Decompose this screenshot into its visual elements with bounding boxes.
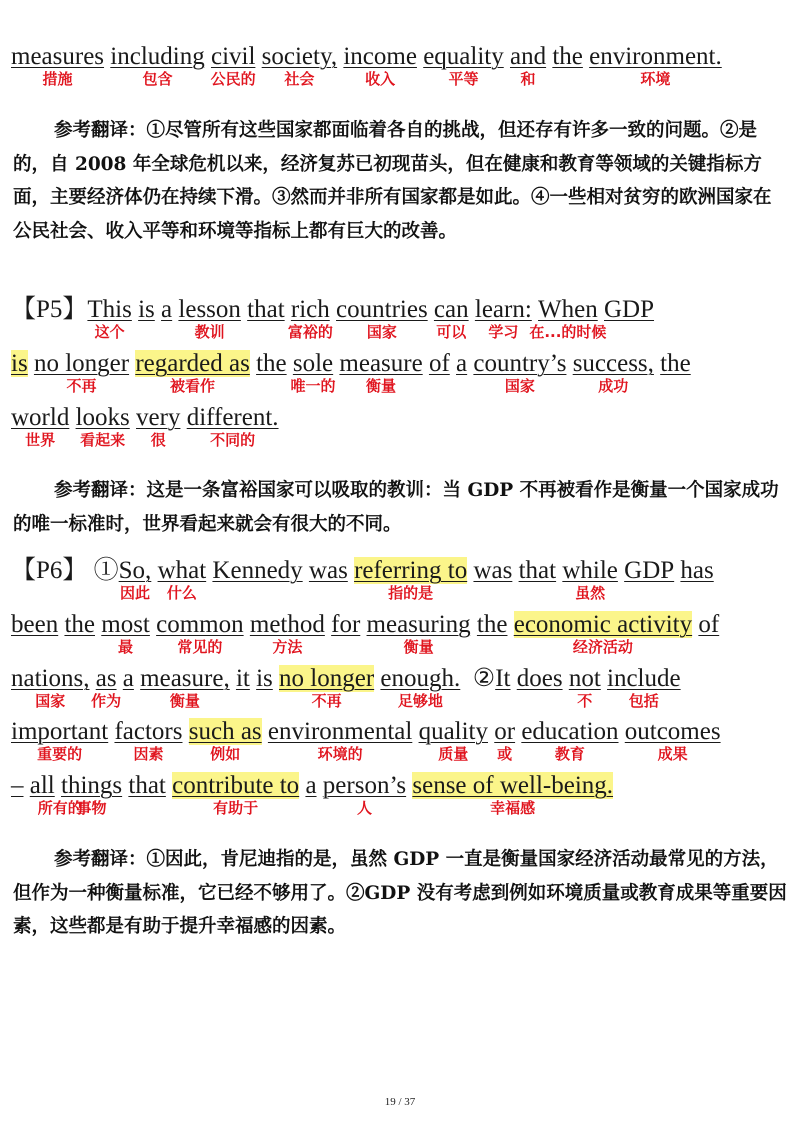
word-text: contribute to xyxy=(172,772,300,799)
english-word xyxy=(186,403,279,449)
english-line xyxy=(11,771,614,817)
page-number: 19 / 37 xyxy=(384,1096,416,1108)
chinese-gloss: 社会 xyxy=(284,70,315,88)
chinese-gloss: 例如 xyxy=(210,745,241,763)
english-word xyxy=(110,42,205,88)
english-word xyxy=(114,717,183,763)
word-text: outcomes xyxy=(624,718,721,745)
word-text: lesson xyxy=(178,296,241,323)
english-word xyxy=(261,42,338,88)
word-text: measure, xyxy=(140,665,230,692)
word-text: it xyxy=(235,665,250,692)
english-line xyxy=(11,349,691,395)
word-text: has xyxy=(680,557,714,584)
english-word xyxy=(101,610,150,656)
chinese-gloss: 成果 xyxy=(657,745,688,763)
chinese-gloss: 很 xyxy=(150,431,166,449)
english-word xyxy=(136,403,181,449)
chinese-gloss: 国家 xyxy=(35,692,66,710)
english-word xyxy=(474,295,532,341)
english-word xyxy=(322,771,407,817)
chinese-gloss: 作为 xyxy=(91,692,122,710)
word-text: a xyxy=(161,296,173,323)
chinese-gloss: 教育 xyxy=(554,745,585,763)
english-word xyxy=(660,349,691,379)
translation-label: 参考翻译： xyxy=(54,120,147,141)
word-text: such as xyxy=(188,718,262,745)
english-word xyxy=(429,349,450,379)
word-text: sole xyxy=(292,350,334,377)
english-word xyxy=(210,42,256,88)
word-text: that xyxy=(128,772,166,799)
word-text: or xyxy=(494,718,516,745)
english-word xyxy=(128,771,166,801)
highlighted-phrase xyxy=(354,556,468,602)
english-word xyxy=(423,42,504,88)
word-text: referring to xyxy=(354,557,468,584)
word-text: countries xyxy=(336,296,428,323)
word-text: environmental xyxy=(267,718,413,745)
word-text: income xyxy=(343,43,417,70)
word-text: world xyxy=(11,404,70,431)
word-text: enough. xyxy=(380,665,461,692)
word-text: of xyxy=(698,611,720,638)
chinese-gloss: 不 xyxy=(577,692,593,710)
word-text: not xyxy=(568,665,601,692)
word-text: the xyxy=(660,350,691,377)
word-text: the xyxy=(64,611,95,638)
word-text: country’s xyxy=(473,350,567,377)
word-text: common xyxy=(156,611,244,638)
chinese-gloss: 不再 xyxy=(311,692,342,710)
word-text: – xyxy=(11,772,24,799)
chinese-gloss: 被看作 xyxy=(170,377,216,395)
english-word xyxy=(331,610,360,640)
chinese-gloss: 指的是 xyxy=(388,584,434,602)
translation-label: 参考翻译： xyxy=(54,480,147,501)
chinese-gloss: 衡量 xyxy=(366,377,397,395)
english-word xyxy=(33,349,130,395)
english-word xyxy=(91,664,122,710)
word-text: include xyxy=(607,665,681,692)
english-line xyxy=(11,610,720,656)
english-word xyxy=(157,556,207,602)
english-word xyxy=(336,295,428,341)
word-text: method xyxy=(249,611,325,638)
english-word xyxy=(267,717,413,763)
word-text: all xyxy=(29,772,55,799)
english-word xyxy=(138,295,155,325)
chinese-gloss: 幸福感 xyxy=(490,799,536,817)
english-word xyxy=(64,610,95,640)
word-text: quality xyxy=(418,718,488,745)
word-text: while xyxy=(562,557,618,584)
english-word xyxy=(494,717,516,763)
english-word xyxy=(290,349,336,395)
highlighted-phrase xyxy=(188,717,262,763)
word-text: When xyxy=(538,296,598,323)
word-text: economic activity xyxy=(513,611,693,638)
word-text: the xyxy=(256,350,287,377)
english-line xyxy=(11,403,279,449)
chinese-gloss: 不同的 xyxy=(210,431,256,449)
english-word xyxy=(11,403,70,449)
english-word xyxy=(11,717,109,763)
chinese-gloss: 成功 xyxy=(598,377,629,395)
word-text: is xyxy=(138,296,155,323)
chinese-gloss: 可以 xyxy=(436,323,467,341)
chinese-gloss: 衡量 xyxy=(403,638,434,656)
highlighted-phrase xyxy=(11,349,28,379)
chinese-gloss: 常见的 xyxy=(177,638,223,656)
english-word xyxy=(305,771,316,801)
english-word xyxy=(473,556,512,586)
chinese-gloss: 在...的时候 xyxy=(529,323,607,341)
english-word xyxy=(339,349,423,395)
chinese-gloss: 教训 xyxy=(194,323,225,341)
word-text: learn: xyxy=(474,296,532,323)
word-text: as xyxy=(95,665,117,692)
word-text: no longer xyxy=(279,665,375,692)
chinese-gloss: 国家 xyxy=(504,377,535,395)
chinese-gloss: 质量 xyxy=(438,745,469,763)
chinese-gloss: 环境的 xyxy=(317,745,363,763)
english-word xyxy=(118,556,152,602)
text-fragment: 【P6】 ① xyxy=(11,557,119,584)
word-text: This xyxy=(87,296,132,323)
word-text: measuring xyxy=(366,611,471,638)
word-text: that xyxy=(518,557,557,584)
english-word xyxy=(236,664,250,694)
word-text: sense of well-being. xyxy=(412,772,614,799)
english-word xyxy=(11,771,24,801)
word-text: nations, xyxy=(11,665,90,692)
word-text: a xyxy=(122,665,134,692)
english-word xyxy=(456,349,467,379)
word-text: important xyxy=(11,718,109,745)
word-text: factors xyxy=(114,718,183,745)
english-word xyxy=(212,556,302,586)
english-word xyxy=(156,610,244,656)
chinese-gloss: 和 xyxy=(520,70,536,88)
highlighted-phrase xyxy=(172,771,300,817)
english-word xyxy=(256,349,287,379)
word-text: the xyxy=(476,611,508,638)
chinese-gloss: 公民的 xyxy=(210,70,256,88)
word-text: is xyxy=(11,350,28,377)
english-word xyxy=(624,717,721,763)
chinese-gloss: 包括 xyxy=(628,692,659,710)
word-text: most xyxy=(101,611,150,638)
highlighted-phrase xyxy=(513,610,693,656)
english-word xyxy=(61,771,123,817)
chinese-gloss: 世界 xyxy=(25,431,56,449)
english-word xyxy=(87,295,132,341)
translation-p6: 参考翻译：①因此，肯尼迪指的是，虽然 GDP 一直是衡量国家经济活动最常见的方法，但作为一种衡量标准，它已经不够用了。②GDP 没有考虑到例如环境质量或教育成果等重要因素，这些都是有助于提升幸福感的因素。 xyxy=(13,849,787,937)
english-word xyxy=(552,42,583,72)
english-word xyxy=(680,556,713,586)
translation-label: 参考翻译： xyxy=(54,849,147,870)
chinese-gloss: 虽然 xyxy=(575,584,606,602)
english-word xyxy=(287,295,333,341)
english-word xyxy=(572,349,654,395)
word-text: Kennedy xyxy=(212,557,303,584)
english-word xyxy=(247,295,285,325)
english-word xyxy=(140,664,230,710)
english-word xyxy=(698,610,719,640)
word-text: is xyxy=(256,665,273,692)
chinese-gloss: 人 xyxy=(356,799,372,817)
english-word xyxy=(607,664,681,710)
english-word xyxy=(11,42,105,88)
word-text: education xyxy=(521,718,619,745)
chinese-gloss: 重要的 xyxy=(37,745,83,763)
english-word xyxy=(509,42,547,88)
chinese-gloss: 不再 xyxy=(66,377,97,395)
english-word xyxy=(568,664,601,710)
english-word xyxy=(529,295,607,341)
english-line xyxy=(11,664,681,710)
english-word xyxy=(380,664,461,710)
english-word xyxy=(309,556,348,586)
chinese-gloss: 衡量 xyxy=(169,692,200,710)
english-word xyxy=(519,556,557,586)
english-word xyxy=(477,610,508,640)
english-word xyxy=(178,295,241,341)
chinese-gloss: 国家 xyxy=(366,323,397,341)
english-line xyxy=(11,556,714,602)
english-word xyxy=(256,664,273,694)
english-word xyxy=(604,295,654,325)
english-word xyxy=(343,42,417,88)
translation-p5: 参考翻译：这是一条富裕国家可以吸取的教训：当 GDP 不再被看作是衡量一个国家成功的唯一标准时，世界看起来就会有很大的不同。 xyxy=(13,480,779,535)
english-word xyxy=(11,610,58,640)
english-word xyxy=(495,664,510,694)
chinese-gloss: 足够地 xyxy=(397,692,443,710)
english-word xyxy=(589,42,722,88)
text-fragment: ② xyxy=(460,665,496,692)
word-text: for xyxy=(331,611,361,638)
chinese-gloss: 包含 xyxy=(142,70,173,88)
word-text: a xyxy=(305,772,317,799)
chinese-gloss: 有助于 xyxy=(213,799,259,817)
word-text: was xyxy=(308,557,348,584)
word-text: what xyxy=(157,557,207,584)
word-text: rich xyxy=(290,296,330,323)
chinese-gloss: 唯一的 xyxy=(290,377,336,395)
chinese-gloss: 富裕的 xyxy=(287,323,333,341)
word-text: can xyxy=(433,296,469,323)
english-word xyxy=(473,349,567,395)
word-text: no longer xyxy=(33,350,130,377)
translation-p4: 参考翻译：①尽管所有这些国家都面临着各自的挑战，但还存有许多一致的问题。②是的，自 2008 年全球危机以来，经济复苏已初现苗头，但在健康和教育等领域的关键指标方面，主要经济体仍在持续下滑。③然而并非所有国家都是如此。④一些相对贫穷的欧洲国家在公民社会、收入平等和环境等指标上都有巨大的改善。 xyxy=(13,120,772,242)
word-text: including xyxy=(110,43,205,70)
highlighted-phrase xyxy=(412,771,614,817)
chinese-gloss: 因此 xyxy=(119,584,150,602)
english-word xyxy=(624,556,674,586)
word-text: different. xyxy=(186,404,279,431)
word-text: environment. xyxy=(589,43,722,70)
word-text: measures xyxy=(11,43,105,70)
chinese-gloss: 这个 xyxy=(94,323,125,341)
word-text: and xyxy=(509,43,547,70)
english-word xyxy=(123,664,134,694)
word-text: a xyxy=(456,350,468,377)
english-line xyxy=(11,42,722,88)
chinese-gloss: 什么 xyxy=(166,584,197,602)
word-text: GDP xyxy=(624,557,675,584)
word-text: civil xyxy=(210,43,256,70)
english-line xyxy=(11,295,655,341)
english-word xyxy=(366,610,471,656)
word-text: very xyxy=(136,404,181,431)
word-text: measure xyxy=(339,350,423,377)
word-text: was xyxy=(473,557,513,584)
highlighted-phrase xyxy=(135,349,250,395)
english-word xyxy=(418,717,488,763)
chinese-gloss: 环境 xyxy=(640,70,671,88)
english-word xyxy=(517,664,563,694)
word-text: things xyxy=(61,772,123,799)
word-text: society, xyxy=(261,43,338,70)
word-text: that xyxy=(247,296,285,323)
word-text: the xyxy=(552,43,583,70)
chinese-gloss: 或 xyxy=(497,745,513,763)
word-text: So, xyxy=(118,557,152,584)
english-word xyxy=(433,295,469,341)
word-text: does xyxy=(516,665,563,692)
english-word xyxy=(11,664,90,710)
chinese-gloss: 看起来 xyxy=(80,431,126,449)
word-text: GDP xyxy=(604,296,655,323)
chinese-gloss: 收入 xyxy=(365,70,396,88)
word-text: success, xyxy=(572,350,654,377)
word-text: looks xyxy=(75,404,130,431)
english-word xyxy=(521,717,619,763)
word-text: It xyxy=(495,665,511,692)
english-word xyxy=(75,403,130,449)
chinese-gloss: 最 xyxy=(118,638,134,656)
chinese-gloss: 所有的 xyxy=(37,799,83,817)
chinese-gloss: 因素 xyxy=(133,745,164,763)
word-text: been xyxy=(11,611,59,638)
word-text: person’s xyxy=(322,772,407,799)
english-word xyxy=(249,610,325,656)
word-text: of xyxy=(428,350,450,377)
chinese-gloss: 事物 xyxy=(76,799,107,817)
english-word xyxy=(29,771,83,817)
chinese-gloss: 学习 xyxy=(488,323,519,341)
highlighted-phrase xyxy=(279,664,375,710)
chinese-gloss: 平等 xyxy=(448,70,479,88)
chinese-gloss: 方法 xyxy=(272,638,303,656)
chinese-gloss: 经济活动 xyxy=(572,638,633,656)
chinese-gloss: 措施 xyxy=(42,70,73,88)
word-text: equality xyxy=(423,43,504,70)
english-word xyxy=(161,295,172,325)
english-line xyxy=(11,717,721,763)
word-text: regarded as xyxy=(135,350,250,377)
text-fragment: 【P5】 xyxy=(11,296,88,323)
english-word xyxy=(562,556,618,602)
